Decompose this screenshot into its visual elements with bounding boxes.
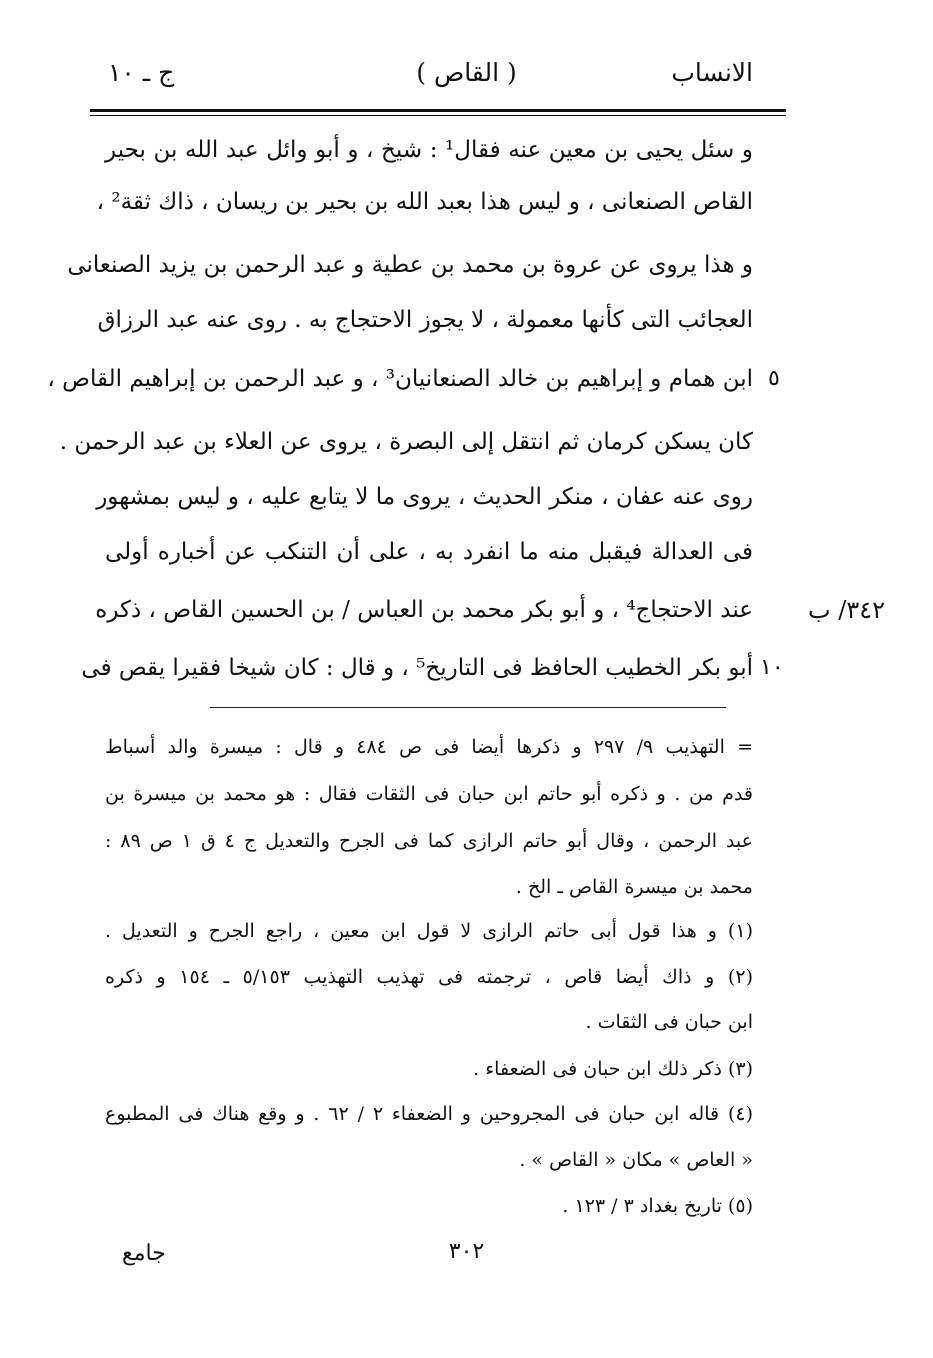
signature-mark: جامع: [122, 1241, 166, 1266]
footnote-rule: [210, 707, 726, 708]
line-number-5: ٥: [768, 366, 780, 391]
main-text-line-6: كان يسكن كرمان ثم انتقل إلى البصرة ، يروى عن العلاء بن عبد الرحمن .: [59, 429, 753, 455]
main-text-line-2: القاص الصنعانى ، و ليس هذا بعبد الله بن بحير بن ريسان ، ذاك ثقة² ،: [96, 189, 753, 215]
footnote-4-continuation: « العاص » مكان « القاص » .: [519, 1149, 753, 1171]
line-number-10: ١٠: [760, 655, 784, 680]
main-text-line-8: فى العدالة فيقبل منه ما انفرد به ، على أن التنكب عن أخباره أولى: [105, 539, 753, 565]
main-text-line-10: أبو بكر الخطيب الحافظ فى التاريخ⁵ ، و قال : كان شيخا فقيرا يقص فى: [81, 655, 753, 681]
main-text-line-7: روى عنه عفان ، منكر الحديث ، يروى ما لا يتابع عليه ، و ليس بمشهور: [96, 484, 753, 510]
footnote-1: (١) و هذا قول أبى حاتم الرازى لا قول ابن معين ، راجع الجرح و التعديل .: [105, 920, 753, 942]
main-text-line-4: العجائب التى كأنها معمولة ، لا يجوز الاحتجاج به . روى عنه عبد الرزاق: [97, 307, 753, 333]
footnote-continuation-line-2: قدم من . و ذكره أبو حاتم ابن حبان فى الثقات فقال : هو محمد بن ميسرة بن: [105, 783, 753, 805]
footnote-5: (٥) تاريخ بغداد ٣ / ١٢٣ .: [562, 1195, 753, 1217]
main-text-line-3: و هذا يروى عن عروة بن محمد بن عطية و عبد الرحمن بن يزيد الصنعانى: [67, 252, 753, 278]
main-text-line-1: و سئل يحيى بن معين عنه فقال¹ : شيخ ، و أبو وائل عبد الله بن بحير: [105, 137, 753, 163]
main-text-line-5: ابن همام و إبراهيم بن خالد الصنعانيان³ ، و عبد الرحمن بن إبراهيم القاص ،: [47, 366, 753, 392]
footnote-continuation-line-1: = التهذيب ٩/ ٢٩٧ و ذكرها أيضا فى ص ٤٨٤ و قال : ميسرة والد أسباط: [105, 736, 753, 758]
header-rule: [90, 109, 786, 116]
page-number: ٣٠٢: [448, 1239, 485, 1264]
footnote-continuation-line-4: محمد بن ميسرة القاص ـ الخ .: [515, 876, 753, 898]
footnote-3: (٣) ذكر ذلك ابن حبان فى الضعفاء .: [473, 1058, 753, 1080]
book-title: الانساب: [671, 58, 753, 87]
footnote-2: (٢) و ذاك أيضا قاص ، ترجمته فى تهذيب التهذيب ٥/١٥٣ ـ ١٥٤ و ذكره: [105, 966, 753, 988]
manuscript-folio-ref: ٣٤٢/ ب: [808, 596, 885, 624]
volume-label: ج ـ ١٠: [108, 58, 175, 87]
footnote-continuation-line-3: عبد الرحمن ، وقال أبو حاتم الرازى كما فى الجرح والتعديل ج ٤ ق ١ ص ٨٩ :: [105, 830, 753, 852]
main-text-line-9: عند الاحتجاج⁴ ، و أبو بكر محمد بن العباس / بن الحسين القاص ، ذكره: [95, 597, 753, 623]
entry-title: ( القاص ): [416, 58, 517, 87]
footnote-2-continuation: ابن حبان فى الثقات .: [585, 1011, 753, 1033]
footnote-4: (٤) قاله ابن حبان فى المجروحين و الضعفاء ٢ / ٦٢ . و وقع هناك فى المطبوع: [105, 1103, 753, 1125]
